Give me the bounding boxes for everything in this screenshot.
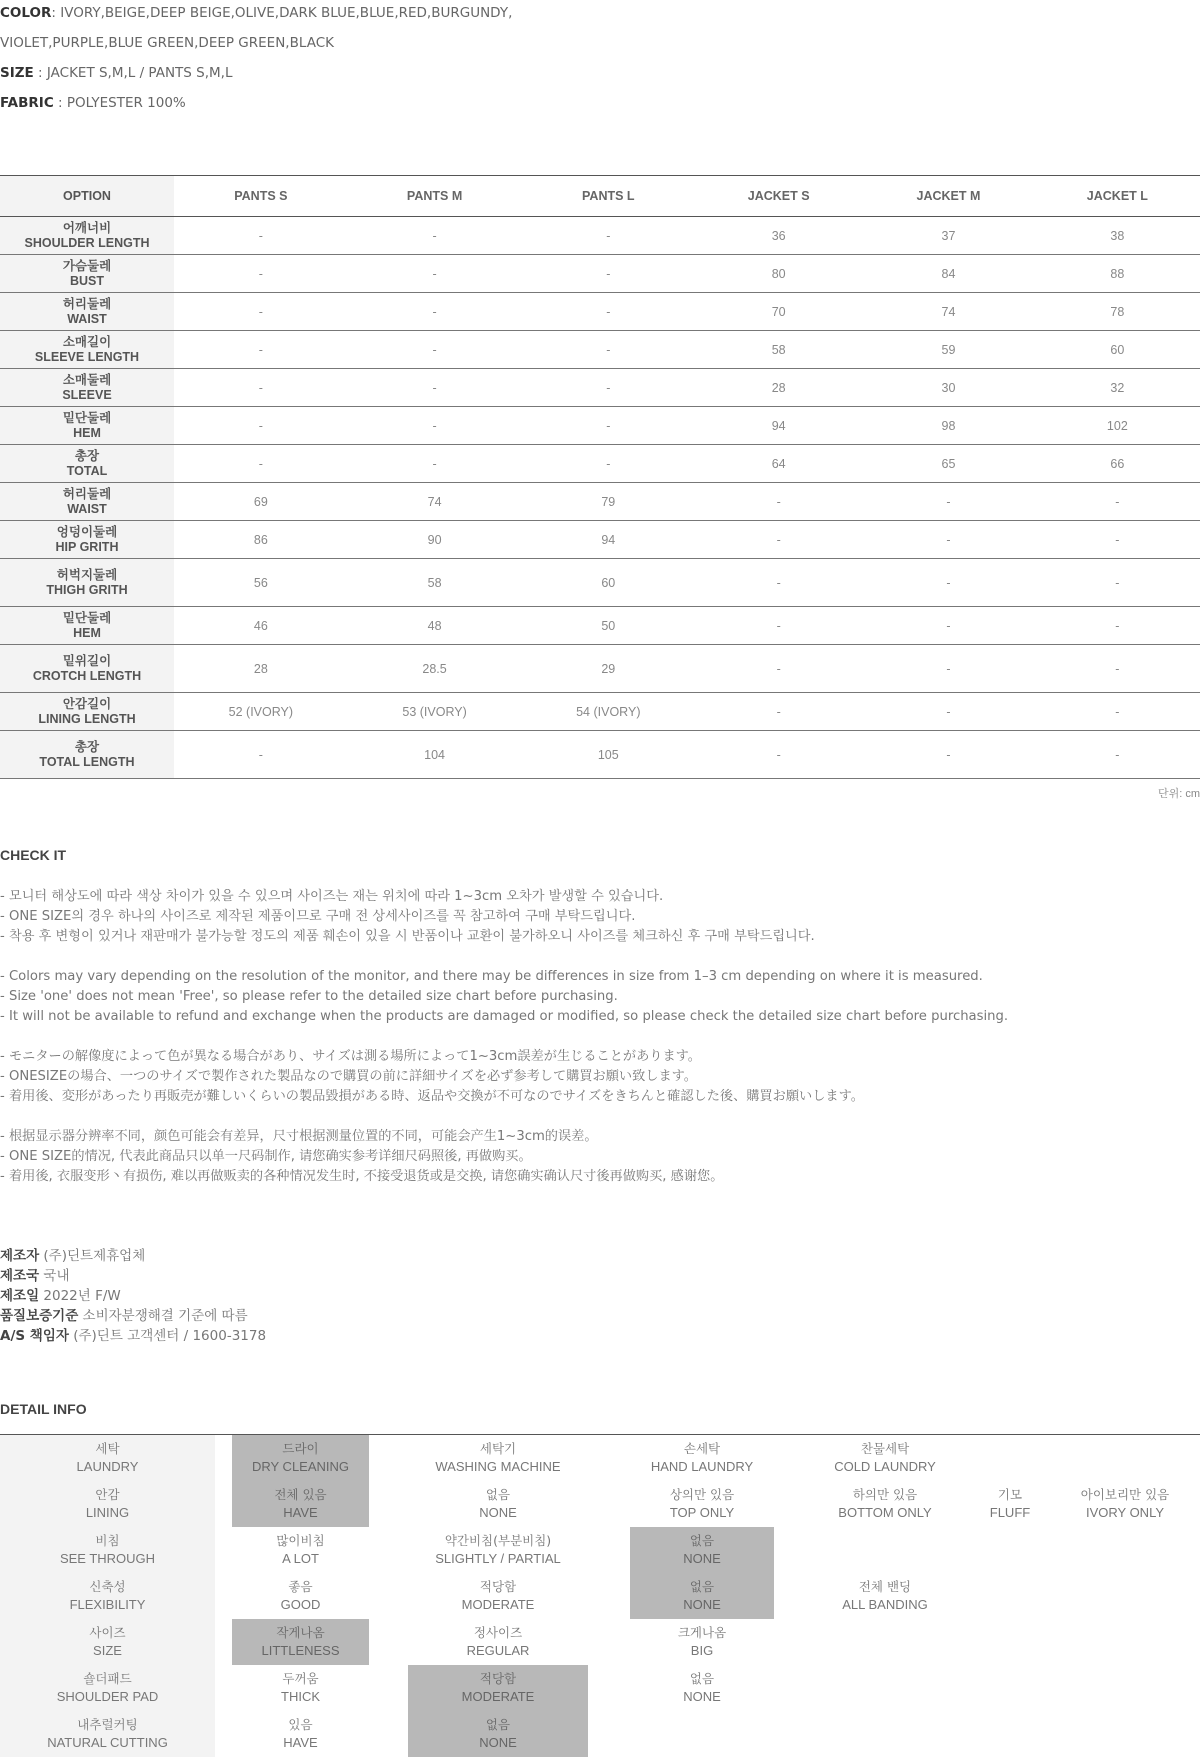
table-cell: - <box>862 693 1035 731</box>
table-cell: - <box>348 217 522 255</box>
detail-option <box>960 1481 1060 1527</box>
table-cell: 74 <box>862 293 1035 331</box>
table-cell: - <box>1035 521 1200 559</box>
detail-option <box>232 1711 369 1757</box>
detail-option-ko: 약간비침(부분비침) <box>444 1533 552 1548</box>
table-cell: - <box>174 731 348 779</box>
detail-option-en: REGULAR <box>466 1643 530 1658</box>
row-label-en: SLEEVE <box>62 387 112 402</box>
detail-option-ko: 정사이즈 <box>473 1625 523 1640</box>
detail-category <box>0 1578 215 1614</box>
fabric-label: FABRIC <box>0 95 54 111</box>
header-jacket-s: JACKET S <box>695 176 862 217</box>
detail-info-title: DETAIL INFO <box>0 1401 87 1417</box>
detail-option-en: NONE <box>479 1735 517 1750</box>
table-cell: - <box>348 331 522 369</box>
maker-row <box>0 1326 266 1346</box>
detail-option-en: NONE <box>683 1689 721 1704</box>
table-cell: 88 <box>1035 255 1200 293</box>
note-ko-1: - 모니터 해상도에 따라 색상 차이가 있을 수 있으며 사이즈는 재는 위치에 따라 1~3cm 오차가 발생할 수 있습니다. <box>0 889 664 904</box>
table-cell: - <box>1035 645 1200 693</box>
table-cell: - <box>521 255 695 293</box>
detail-option <box>232 1573 369 1619</box>
check-it-notes <box>0 887 1008 1187</box>
table-cell: 74 <box>348 483 522 521</box>
table-cell: - <box>695 645 862 693</box>
table-cell: - <box>348 369 522 407</box>
row-label <box>0 559 174 607</box>
table-cell: 79 <box>521 483 695 521</box>
table-cell: 36 <box>695 217 862 255</box>
row-label-ko: 소매둘레 <box>62 372 112 387</box>
detail-option <box>630 1665 774 1711</box>
row-label-en: BUST <box>69 273 105 288</box>
table-cell: - <box>695 559 862 607</box>
detail-option-en: A LOT <box>282 1551 319 1566</box>
row-label-en: WAIST <box>67 311 107 326</box>
detail-option <box>408 1481 588 1527</box>
detail-option <box>408 1573 588 1619</box>
detail-category-en: FLEXIBILITY <box>69 1597 146 1612</box>
row-label <box>0 293 174 331</box>
detail-category-en: SHOULDER PAD <box>56 1689 159 1704</box>
detail-option-ko: 적당함 <box>479 1671 517 1686</box>
table-cell: 80 <box>695 255 862 293</box>
table-cell: 53 (IVORY) <box>348 693 522 731</box>
maker-label: A/S 책임자 <box>0 1328 69 1344</box>
detail-category-ko: 신축성 <box>89 1579 126 1594</box>
maker-row <box>0 1286 266 1306</box>
maker-value: (주)딘트제휴업체 <box>39 1248 146 1264</box>
row-label-en: SLEEVE LENGTH <box>34 349 140 364</box>
detail-category <box>0 1670 215 1706</box>
note-ja-1: - モニターの解像度によって色が異なる場合があり、サイズは測る場所によって1~3cm誤差が生じることがあります。 <box>0 1049 701 1064</box>
detail-option-en: WASHING MACHINE <box>435 1459 561 1474</box>
table-cell: 37 <box>862 217 1035 255</box>
detail-option-en: HAVE <box>283 1505 318 1520</box>
detail-option-en: NONE <box>683 1551 721 1566</box>
table-cell: - <box>695 483 862 521</box>
table-cell: 78 <box>1035 293 1200 331</box>
table-cell: 58 <box>695 331 862 369</box>
table-cell: - <box>1035 693 1200 731</box>
detail-option-ko: 크게나옴 <box>677 1625 727 1640</box>
row-label-en: THIGH GRITH <box>46 582 128 597</box>
header-option: OPTION <box>0 176 174 217</box>
table-cell: 66 <box>1035 445 1200 483</box>
detail-option-ko: 많이비침 <box>276 1533 325 1548</box>
detail-option <box>232 1665 369 1711</box>
header-jacket-m: JACKET M <box>862 176 1035 217</box>
table-cell: 46 <box>174 607 348 645</box>
detail-option-en: HAND LAUNDRY <box>650 1459 754 1474</box>
table-cell: 60 <box>521 559 695 607</box>
detail-option-en: MODERATE <box>461 1597 535 1612</box>
table-cell: 90 <box>348 521 522 559</box>
detail-option <box>630 1435 774 1481</box>
detail-option <box>232 1527 369 1573</box>
unit-note: 단위: cm <box>1157 788 1200 800</box>
table-row <box>0 407 1200 445</box>
detail-option-ko: 드라이 <box>282 1441 319 1456</box>
detail-option-ko: 없음 <box>689 1533 715 1548</box>
note-en-3: - It will not be available to refund and exchange when the products are damaged or modified, so please check the detailed size chart before purchasing. <box>0 1009 1009 1024</box>
table-cell: 104 <box>348 731 522 779</box>
table-cell: 52 (IVORY) <box>174 693 348 731</box>
size-spec <box>0 63 232 83</box>
detail-option-en: SLIGHTLY / PARTIAL <box>435 1551 561 1566</box>
table-row <box>0 483 1200 521</box>
table-cell: 59 <box>862 331 1035 369</box>
detail-option <box>790 1435 980 1481</box>
table-cell: - <box>174 331 348 369</box>
detail-option-selected <box>630 1527 774 1573</box>
maker-label: 제조자 <box>0 1248 40 1264</box>
row-label <box>0 731 174 779</box>
row-label-en: HIP GRITH <box>55 539 119 554</box>
table-cell: - <box>348 293 522 331</box>
maker-value: (주)딘트 고객센터 / 1600-3178 <box>68 1328 267 1344</box>
detail-option-en: HAVE <box>283 1735 318 1750</box>
row-label-en: TOTAL <box>66 463 108 478</box>
row-label-ko: 소매길이 <box>62 334 112 349</box>
row-label-ko: 가슴둘레 <box>62 258 112 273</box>
maker-value: 국내 <box>39 1268 70 1284</box>
table-cell: 28 <box>174 645 348 693</box>
detail-option-en: THICK <box>281 1689 320 1704</box>
detail-category-ko: 비침 <box>95 1533 120 1548</box>
table-cell: - <box>1035 731 1200 779</box>
row-label-en: WAIST <box>67 501 107 516</box>
row-label-ko: 엉덩이둘레 <box>56 524 118 539</box>
detail-category <box>0 1624 215 1660</box>
table-row <box>0 607 1200 645</box>
detail-option-ko: 작게나옴 <box>276 1625 325 1640</box>
table-cell: - <box>862 731 1035 779</box>
note-ko-2: - ONE SIZE의 경우 하나의 사이즈로 제작된 제품이므로 구매 전 상세사이즈를 꼭 참고하여 구매 부탁드립니다. <box>0 909 636 924</box>
detail-option-en: NONE <box>479 1505 517 1520</box>
detail-option-ko: 아이보리만 있음 <box>1080 1487 1170 1502</box>
row-label <box>0 255 174 293</box>
detail-option <box>790 1573 980 1619</box>
table-cell: 38 <box>1035 217 1200 255</box>
detail-option-selected <box>232 1619 369 1665</box>
note-zh-1: - 根据显示器分辨率不同，颜色可能会有差异，尺寸根据测量位置的不同，可能会产生1~3cm的误差。 <box>0 1129 598 1144</box>
note-en-1: - Colors may vary depending on the resolution of the monitor, and there may be differences in size from 1–3 cm depending on where it is measured. <box>0 969 983 984</box>
row-label-ko: 밑위길이 <box>62 653 112 668</box>
table-cell: - <box>1035 607 1200 645</box>
row-label-ko: 어깨너비 <box>62 220 112 235</box>
maker-value: 소비자분쟁해결 기준에 따름 <box>78 1308 248 1324</box>
size-table-header <box>0 176 1200 217</box>
table-row <box>0 445 1200 483</box>
table-cell: - <box>348 255 522 293</box>
detail-option-ko: 두꺼움 <box>282 1671 319 1686</box>
detail-category <box>0 1716 215 1752</box>
table-cell: 64 <box>695 445 862 483</box>
table-cell: - <box>521 369 695 407</box>
note-zh-2: - ONE SIZE的情况, 代表此商品只以单一尺码制作, 请您确实参考详细尺码照後, 再做购买。 <box>0 1149 532 1164</box>
table-cell: - <box>862 645 1035 693</box>
detail-option-en: IVORY ONLY <box>1085 1505 1165 1520</box>
size-label: SIZE <box>0 65 34 81</box>
table-cell: 28 <box>695 369 862 407</box>
color-value-2: VIOLET,PURPLE,BLUE GREEN,DEEP GREEN,BLACK <box>0 35 334 51</box>
detail-category-en: LAUNDRY <box>76 1459 139 1474</box>
table-cell: 94 <box>521 521 695 559</box>
detail-option-en: NONE <box>683 1597 721 1612</box>
table-cell: 32 <box>1035 369 1200 407</box>
detail-option <box>408 1435 588 1481</box>
row-label-ko: 밑단둘레 <box>62 610 112 625</box>
size-value: : JACKET S,M,L / PANTS S,M,L <box>33 65 233 81</box>
maker-info <box>0 1246 266 1346</box>
table-cell: - <box>521 293 695 331</box>
note-zh-3: - 着用後, 衣服变形丶有损伤, 难以再做贩卖的各种情况发生时, 不接受退货或是交换, 请您确实确认尺寸後再做购买, 感谢您。 <box>0 1169 724 1184</box>
table-row <box>0 693 1200 731</box>
check-it-title: CHECK IT <box>0 847 67 863</box>
table-cell: - <box>174 293 348 331</box>
table-cell: - <box>695 521 862 559</box>
detail-option-en: GOOD <box>280 1597 321 1612</box>
detail-category-ko: 세탁 <box>95 1441 120 1456</box>
fabric-value: : POLYESTER 100% <box>53 95 186 111</box>
table-cell: - <box>174 445 348 483</box>
table-row <box>0 559 1200 607</box>
maker-label: 제조국 <box>0 1268 40 1284</box>
table-cell: - <box>521 445 695 483</box>
table-cell: 58 <box>348 559 522 607</box>
row-label <box>0 521 174 559</box>
table-cell: - <box>862 521 1035 559</box>
detail-category <box>0 1440 215 1476</box>
detail-option-ko: 하의만 있음 <box>852 1487 918 1502</box>
detail-option-en: ALL BANDING <box>842 1597 928 1612</box>
detail-option-selected <box>630 1573 774 1619</box>
row-label-en: HEM <box>73 425 101 440</box>
maker-label: 제조일 <box>0 1288 40 1304</box>
row-label-en: TOTAL LENGTH <box>39 754 135 769</box>
table-cell: 69 <box>174 483 348 521</box>
table-cell: - <box>174 255 348 293</box>
row-label-en: SHOULDER LENGTH <box>24 235 150 250</box>
detail-option-ko: 전체 밴딩 <box>858 1579 912 1594</box>
detail-option-ko: 좋음 <box>288 1579 313 1594</box>
table-cell: 70 <box>695 293 862 331</box>
maker-row <box>0 1266 266 1286</box>
header-pants-l: PANTS L <box>521 176 695 217</box>
detail-option-ko: 상의만 있음 <box>669 1487 735 1502</box>
table-cell: 86 <box>174 521 348 559</box>
detail-category-ko: 숄더패드 <box>83 1671 132 1686</box>
row-label <box>0 369 174 407</box>
color-label: COLOR <box>0 5 52 21</box>
size-table <box>0 175 1200 779</box>
detail-option-en: DRY CLEANING <box>251 1459 350 1474</box>
detail-option-selected <box>232 1435 369 1481</box>
table-row <box>0 521 1200 559</box>
row-label-ko: 총장 <box>74 739 100 754</box>
table-cell: - <box>174 407 348 445</box>
detail-option-selected <box>408 1711 588 1757</box>
detail-category-en: SEE THROUGH <box>59 1551 156 1566</box>
row-label-ko: 밑단둘레 <box>62 410 112 425</box>
detail-option-ko: 손세탁 <box>683 1441 721 1456</box>
table-cell: 54 (IVORY) <box>521 693 695 731</box>
detail-option <box>408 1619 588 1665</box>
row-label <box>0 483 174 521</box>
table-cell: - <box>1035 483 1200 521</box>
detail-category-en: NATURAL CUTTING <box>47 1735 168 1750</box>
table-cell: 94 <box>695 407 862 445</box>
color-value-1: : IVORY,BEIGE,DEEP BEIGE,OLIVE,DARK BLUE,BLUE,RED,BURGUNDY, <box>51 5 513 21</box>
table-row <box>0 731 1200 779</box>
table-cell: 28.5 <box>348 645 522 693</box>
maker-row <box>0 1306 266 1326</box>
table-cell: - <box>174 217 348 255</box>
maker-row <box>0 1246 266 1266</box>
table-cell: - <box>695 693 862 731</box>
detail-category <box>0 1486 215 1522</box>
table-cell: - <box>695 607 862 645</box>
table-cell: - <box>521 217 695 255</box>
table-cell: - <box>862 483 1035 521</box>
table-row <box>0 331 1200 369</box>
table-row <box>0 217 1200 255</box>
detail-info-grid <box>0 1434 1200 1760</box>
note-ko-3: - 착용 후 변형이 있거나 재판매가 불가능할 정도의 제품 훼손이 있을 시 반품이나 교환이 불가하오니 사이즈를 체크하신 후 구매 부탁드립니다. <box>0 929 815 944</box>
detail-option-en: BOTTOM ONLY <box>838 1505 932 1520</box>
detail-option-en: BIG <box>690 1643 714 1658</box>
detail-option-en: TOP ONLY <box>669 1505 735 1520</box>
detail-option-ko: 적당함 <box>479 1579 517 1594</box>
detail-option <box>1070 1481 1180 1527</box>
table-cell: - <box>348 407 522 445</box>
table-row <box>0 645 1200 693</box>
detail-option-selected <box>232 1481 369 1527</box>
detail-category-ko: 내추럴커팅 <box>77 1717 138 1732</box>
table-cell: 56 <box>174 559 348 607</box>
detail-option-en: LITTLENESS <box>261 1643 340 1658</box>
row-label-en: CROTCH LENGTH <box>32 668 142 683</box>
fabric-spec <box>0 93 186 113</box>
table-cell: - <box>695 731 862 779</box>
row-label <box>0 645 174 693</box>
header-jacket-l: JACKET L <box>1035 176 1200 217</box>
header-pants-s: PANTS S <box>174 176 348 217</box>
detail-option-ko: 있음 <box>288 1717 313 1732</box>
detail-category-ko: 안감 <box>95 1487 120 1502</box>
row-label-ko: 허리둘레 <box>62 486 112 501</box>
header-pants-m: PANTS M <box>348 176 522 217</box>
table-cell: - <box>348 445 522 483</box>
row-label <box>0 693 174 731</box>
detail-option-ko: 기모 <box>997 1487 1023 1502</box>
color-spec-cont <box>0 33 334 53</box>
table-cell: 50 <box>521 607 695 645</box>
table-row <box>0 293 1200 331</box>
maker-label: 품질보증기준 <box>0 1308 79 1324</box>
table-cell: 29 <box>521 645 695 693</box>
table-cell: - <box>521 331 695 369</box>
detail-option <box>630 1619 774 1665</box>
table-cell: 105 <box>521 731 695 779</box>
row-label <box>0 331 174 369</box>
note-en-2: - Size 'one' does not mean 'Free', so please refer to the detailed size chart before purchasing. <box>0 989 618 1004</box>
detail-category-en: SIZE <box>93 1643 122 1658</box>
note-ja-3: - 着用後、変形があったり再販売が難しいくらいの製品毀損がある時、返品や交換が不可なのでサイズをきちんと確認した後、購買お願いします。 <box>0 1089 864 1104</box>
row-label <box>0 445 174 483</box>
detail-option-ko: 없음 <box>485 1487 511 1502</box>
detail-category-ko: 사이즈 <box>89 1625 126 1640</box>
table-cell: 60 <box>1035 331 1200 369</box>
detail-option <box>790 1481 980 1527</box>
table-cell: - <box>1035 559 1200 607</box>
row-label-ko: 안감길이 <box>62 696 112 711</box>
row-label-en: HEM <box>73 625 101 640</box>
detail-option-en: FLUFF <box>989 1505 1031 1520</box>
table-cell: 65 <box>862 445 1035 483</box>
detail-option-ko: 없음 <box>689 1671 715 1686</box>
table-row <box>0 369 1200 407</box>
detail-option-ko: 없음 <box>689 1579 715 1594</box>
maker-value: 2022년 F/W <box>39 1288 121 1304</box>
detail-option-en: COLD LAUNDRY <box>834 1459 936 1474</box>
table-cell: 48 <box>348 607 522 645</box>
note-ja-2: - ONESIZEの場合、一つのサイズで製作された製品なので購買の前に詳細サイズを必ず参考して購買お願い致します。 <box>0 1069 697 1084</box>
color-spec <box>0 3 512 23</box>
detail-option <box>408 1527 588 1573</box>
row-label-ko: 총장 <box>74 448 100 463</box>
table-cell: 98 <box>862 407 1035 445</box>
table-cell: - <box>862 607 1035 645</box>
row-label <box>0 607 174 645</box>
table-cell: 102 <box>1035 407 1200 445</box>
detail-option-selected <box>408 1665 588 1711</box>
table-cell: - <box>174 369 348 407</box>
detail-option-ko: 찬물세탁 <box>860 1441 910 1456</box>
detail-option-ko: 없음 <box>485 1717 511 1732</box>
detail-option-ko: 세탁기 <box>479 1441 517 1456</box>
row-label-ko: 허리둘레 <box>62 296 112 311</box>
table-cell: 84 <box>862 255 1035 293</box>
table-row <box>0 255 1200 293</box>
table-cell: - <box>862 559 1035 607</box>
row-label-ko: 허벅지둘레 <box>56 567 118 582</box>
row-label <box>0 217 174 255</box>
detail-category-en: LINING <box>85 1505 130 1520</box>
detail-option <box>630 1481 774 1527</box>
detail-category <box>0 1532 215 1568</box>
table-cell: - <box>521 407 695 445</box>
detail-option-en: MODERATE <box>461 1689 535 1704</box>
row-label-en: LINING LENGTH <box>38 711 136 726</box>
detail-option-ko: 전체 있음 <box>274 1487 327 1502</box>
row-label <box>0 407 174 445</box>
table-cell: 30 <box>862 369 1035 407</box>
